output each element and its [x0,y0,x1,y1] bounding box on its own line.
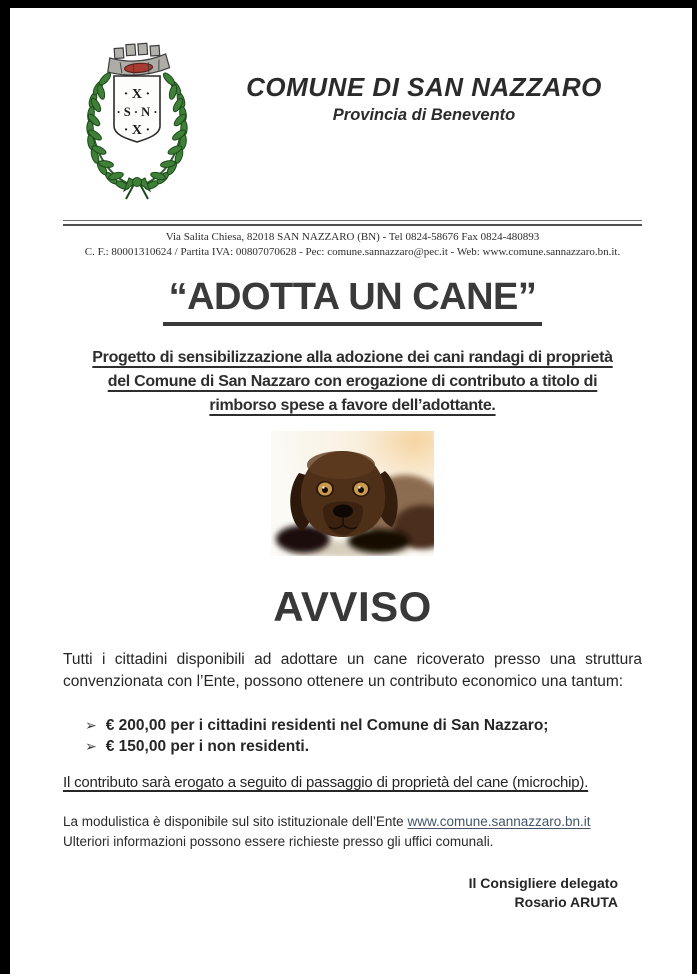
signer-name: Rosario ARUTA [514,894,618,910]
arrow-bullet-icon: ➢ [85,738,97,754]
municipality-name: COMUNE DI SAN NAZZARO [246,72,602,102]
website-link[interactable]: www.comune.sannazzaro.bn.it [407,814,591,829]
document-content [10,38,692,912]
scanned-notice-page [10,8,692,974]
description-line: del Comune di San Nazzaro con erogazione di contributo a titolo di [107,373,598,390]
notice-body-line1: Tutti i cittadini disponibili ad adottare un cane ricoverato presso una struttura [63,651,642,668]
info-line: Ulteriori informazioni possono essere richieste presso gli uffici comunali. [63,834,494,849]
shield-text-row3: · X · [123,123,151,138]
campaign-title: “ADOTTA UN CANE” [163,276,543,326]
forms-line [63,812,642,832]
puppy-photo [271,431,434,556]
letterhead [63,38,642,200]
footer-info [63,812,642,852]
municipal-coat-of-arms [78,38,196,200]
description-line: rimborso spese a favore dell’adottante. [209,397,496,414]
benefit-text: € 200,00 per i cittadini residenti nel Comune di San Nazzaro; [105,717,549,734]
notice-heading: AVVISO [273,583,432,630]
notice-body-line2: convenzionata con l’Ente, possono ottenere un contributo economico una tantum: [63,673,624,690]
campaign-title-row [63,276,642,326]
shield-icon [114,76,160,142]
contact-line-2: C. F.: 80001310624 / Partita IVA: 00807070628 - Pec: comune.sannazzaro@pec.it - Web: www.comune.sannazzaro.bn.it. [84,246,621,258]
forms-text: La modulistica è disponibile sul sito istituzionale dell’Ente [63,814,408,829]
campaign-description [63,346,642,418]
arrow-bullet-icon: ➢ [85,717,97,733]
benefit-item [85,715,642,736]
signer-role: Il Consigliere delegato [468,875,618,891]
benefit-text: € 150,00 per i non residenti. [105,738,310,755]
photo-row [63,431,642,561]
benefit-list [63,715,642,757]
letterhead-divider [63,220,642,226]
signature-block [63,874,642,912]
description-line: Progetto di sensibilizzazione alla adozione dei cani randagi di proprietà [92,349,613,366]
shield-text-row2: · S · N · [116,105,158,119]
shield-text-row1: · X · [123,87,151,102]
province-name: Provincia di Benevento [332,106,516,124]
condition-note: Il contributo sarà erogato a seguito di passaggio di proprietà del cane (microchip). [63,774,589,791]
letterhead-text [196,38,642,125]
mural-crown-icon [106,42,170,77]
contact-info [63,230,642,260]
contact-line-1: Via Salita Chiesa, 82018 SAN NAZZARO (BN) - Tel 0824-58676 Fax 0824-480893 [165,231,540,243]
blue-stamp-partial [565,964,655,974]
benefit-item [85,736,642,757]
notice-body [63,649,642,693]
